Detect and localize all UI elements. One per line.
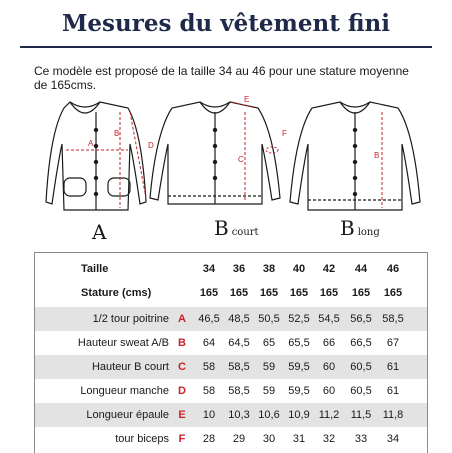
value-cell: 46,5: [198, 313, 220, 325]
stature-row: [35, 281, 427, 305]
row-letter: A: [178, 313, 186, 325]
value-cell: 11,8: [382, 409, 404, 421]
table-row: [35, 331, 427, 355]
value-cell: 61: [386, 385, 400, 397]
label-e: E: [244, 95, 250, 104]
label-c: C: [238, 155, 244, 164]
size-header-label: Taille: [81, 263, 109, 275]
value-cell: 60: [322, 361, 336, 373]
value-cell: 59: [262, 361, 276, 373]
size-cell: 38: [262, 263, 276, 275]
value-cell: 66: [322, 337, 336, 349]
table-row: [35, 307, 427, 331]
value-cell: 10,6: [258, 409, 280, 421]
value-cell: 50,5: [258, 313, 280, 325]
caption-b-long: Blong: [340, 216, 380, 240]
caption-b-court: Bcourt: [214, 216, 259, 240]
table-row: [35, 403, 427, 427]
size-cell: 42: [322, 263, 336, 275]
value-cell: 56,5: [350, 313, 372, 325]
value-cell: 33: [354, 433, 368, 445]
stature-cell: 165: [289, 287, 309, 299]
title-divider: [20, 46, 432, 48]
row-letter: E: [178, 409, 186, 421]
value-cell: 60,5: [350, 361, 372, 373]
table-row: [35, 355, 427, 379]
stature-cell: 165: [259, 287, 279, 299]
row-label: tour biceps: [115, 433, 169, 445]
stature-cell: 165: [229, 287, 249, 299]
value-cell: 66,5: [350, 337, 372, 349]
stature-cell: 165: [351, 287, 371, 299]
cardigan-b-long-drawing: [290, 102, 420, 210]
value-cell: 60: [322, 385, 336, 397]
label-d: D: [148, 141, 154, 150]
size-table: [34, 252, 428, 453]
size-header-row: [35, 257, 427, 281]
label-b-long: B: [374, 151, 380, 160]
size-cell: 34: [202, 263, 216, 275]
value-cell: 58: [202, 361, 216, 373]
page-title: Mesures du vêtement fini: [61, 10, 391, 37]
value-cell: 29: [232, 433, 246, 445]
value-cell: 32: [322, 433, 336, 445]
value-cell: 48,5: [228, 313, 250, 325]
value-cell: 52,5: [288, 313, 310, 325]
value-cell: 60,5: [350, 385, 372, 397]
cardigan-a-measures: [66, 112, 146, 208]
row-letter: D: [178, 385, 186, 397]
value-cell: 59,5: [288, 385, 310, 397]
stature-cell: 165: [383, 287, 403, 299]
row-letter: B: [178, 337, 186, 349]
row-letter: F: [178, 433, 186, 445]
label-a: A: [88, 139, 94, 148]
size-cell: 46: [386, 263, 400, 275]
table-row: [35, 427, 427, 451]
value-cell: 28: [202, 433, 216, 445]
size-cell: 44: [354, 263, 368, 275]
value-cell: 67: [386, 337, 400, 349]
intro-text: Ce modèle est proposé de la taille 34 au 46 pour une stature moyenne de 165cms.: [34, 64, 409, 92]
value-cell: 58,5: [382, 313, 404, 325]
row-label: Hauteur sweat A/B: [77, 337, 169, 349]
value-cell: 10,3: [228, 409, 250, 421]
value-cell: 58,5: [228, 385, 250, 397]
row-label: Hauteur B court: [91, 361, 169, 373]
value-cell: 10: [202, 409, 216, 421]
row-label: 1/2 tour poitrine: [92, 313, 169, 325]
size-cell: 36: [232, 263, 246, 275]
value-cell: 61: [386, 361, 400, 373]
value-cell: 58,5: [228, 361, 250, 373]
cardigan-b-court-measures: [232, 102, 278, 202]
stature-cell: 165: [199, 287, 219, 299]
value-cell: 64,5: [228, 337, 250, 349]
value-cell: 65,5: [288, 337, 310, 349]
value-cell: 64: [202, 337, 216, 349]
value-cell: 11,5: [350, 409, 372, 421]
value-cell: 30: [262, 433, 276, 445]
stature-cell: 165: [319, 287, 339, 299]
value-cell: 34: [386, 433, 400, 445]
value-cell: 58: [202, 385, 216, 397]
row-letter: C: [178, 361, 186, 373]
value-cell: 31: [292, 433, 306, 445]
row-label: Longueur épaule: [86, 409, 169, 421]
table-row: [35, 379, 427, 403]
value-cell: 54,5: [318, 313, 340, 325]
row-label: Longueur manche: [80, 385, 169, 397]
value-cell: 59: [262, 385, 276, 397]
value-cell: 10,9: [288, 409, 310, 421]
value-cell: 65: [262, 337, 276, 349]
cardigan-b-court-drawing: [150, 102, 280, 204]
caption-a: A: [92, 220, 107, 244]
value-cell: 59,5: [288, 361, 310, 373]
value-cell: 11,2: [318, 409, 340, 421]
stature-label: Stature (cms): [81, 287, 152, 299]
label-f: F: [282, 129, 287, 138]
size-cell: 40: [292, 263, 306, 275]
label-b: B: [114, 129, 120, 138]
